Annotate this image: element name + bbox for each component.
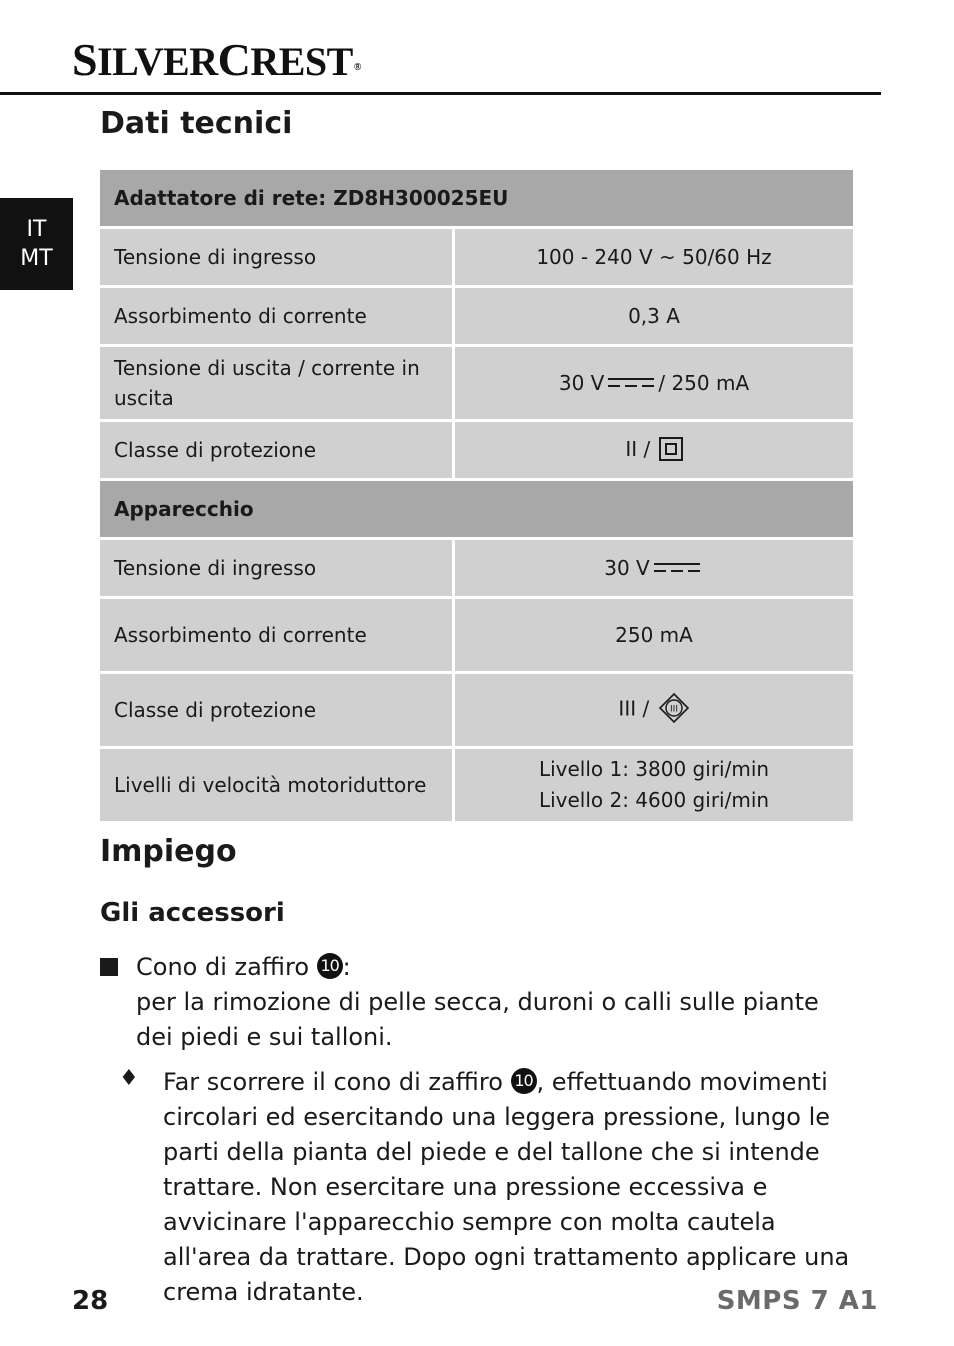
table-row (100, 229, 853, 285)
table-row (100, 288, 853, 344)
table-row (100, 674, 853, 746)
row-value: III / III (455, 674, 853, 746)
dc-symbol-icon (608, 377, 654, 389)
row-value: 30 V (455, 540, 853, 596)
section-title-usage: Impiego (100, 834, 237, 869)
language-code-mt: MT (20, 246, 53, 271)
section-title-technical-data: Dati tecnici (100, 106, 293, 141)
row-label: Assorbimento di corrente (100, 599, 455, 671)
row-label: Classe di protezione (100, 674, 455, 746)
table-row (100, 540, 853, 596)
technical-data-table (100, 167, 853, 824)
row-label: Assorbimento di corrente (100, 288, 455, 344)
device-header-cell: Apparecchio (100, 481, 853, 537)
reference-number-badge: 10 (317, 953, 343, 979)
protection-class-ii-icon (659, 437, 683, 461)
row-value: 30 V / 250 mA (455, 347, 853, 419)
row-label: Tensione di ingresso (100, 229, 455, 285)
adapter-header-cell: Adattatore di rete: ZD8H300025EU (100, 170, 853, 226)
protection-class-iii-icon (658, 692, 690, 724)
accessory-item: Cono di zaffiro 10 : per la rimozione di pelle secca, duroni o calli sulle piante dei piedi e sui talloni. (136, 953, 819, 1051)
row-label: Classe di protezione (100, 422, 455, 478)
table-row (100, 347, 853, 419)
page-number: 28 (72, 1286, 109, 1316)
table-row (100, 422, 853, 478)
row-value: 0,3 A (455, 288, 853, 344)
table-header-adapter (100, 170, 853, 226)
row-label: Tensione di ingresso (100, 540, 455, 596)
accessory-description: per la rimozione di pelle secca, duroni o calli sulle piante dei piedi e sui talloni. (136, 988, 819, 1051)
language-tab (0, 198, 73, 290)
row-value: 100 - 240 V ~ 50/60 Hz (455, 229, 853, 285)
reference-number-badge: 10 (511, 1068, 537, 1094)
row-label: Tensione di uscita / corrente in uscita (100, 347, 455, 419)
model-number: SMPS 7 A1 (716, 1286, 878, 1316)
table-header-device (100, 481, 853, 537)
header-rule (0, 92, 881, 95)
diamond-bullet-icon: ♦ (119, 1066, 139, 1091)
row-value: 250 mA (455, 599, 853, 671)
row-value: Livello 1: 3800 giri/min Livello 2: 4600 giri/min (455, 749, 853, 821)
language-code-it: IT (26, 217, 47, 242)
subsection-title-accessories: Gli accessori (100, 898, 285, 928)
row-label: Livelli di velocità motoriduttore (100, 749, 455, 821)
table-row (100, 749, 853, 821)
dc-symbol-icon (654, 562, 700, 574)
square-bullet-icon (100, 958, 118, 976)
instruction-paragraph: Far scorrere il cono di zaffiro 10 , effettuando movimenti circolari ed esercitando una leggera pressione, lungo le parti della pianta del piede e del tallone che si intende trattare. Non esercitare una pressione eccessiva e avvicinare l'apparecchio sempre con molta cautela all'area da trattare. Dopo ogni trattamento applicare una crema idratante. (163, 1068, 850, 1306)
silvercrest-logo: SILVERCREST® (72, 34, 361, 85)
table-row (100, 599, 853, 671)
row-value: II / (455, 422, 853, 478)
protection-class-iii-label: III (669, 704, 678, 715)
